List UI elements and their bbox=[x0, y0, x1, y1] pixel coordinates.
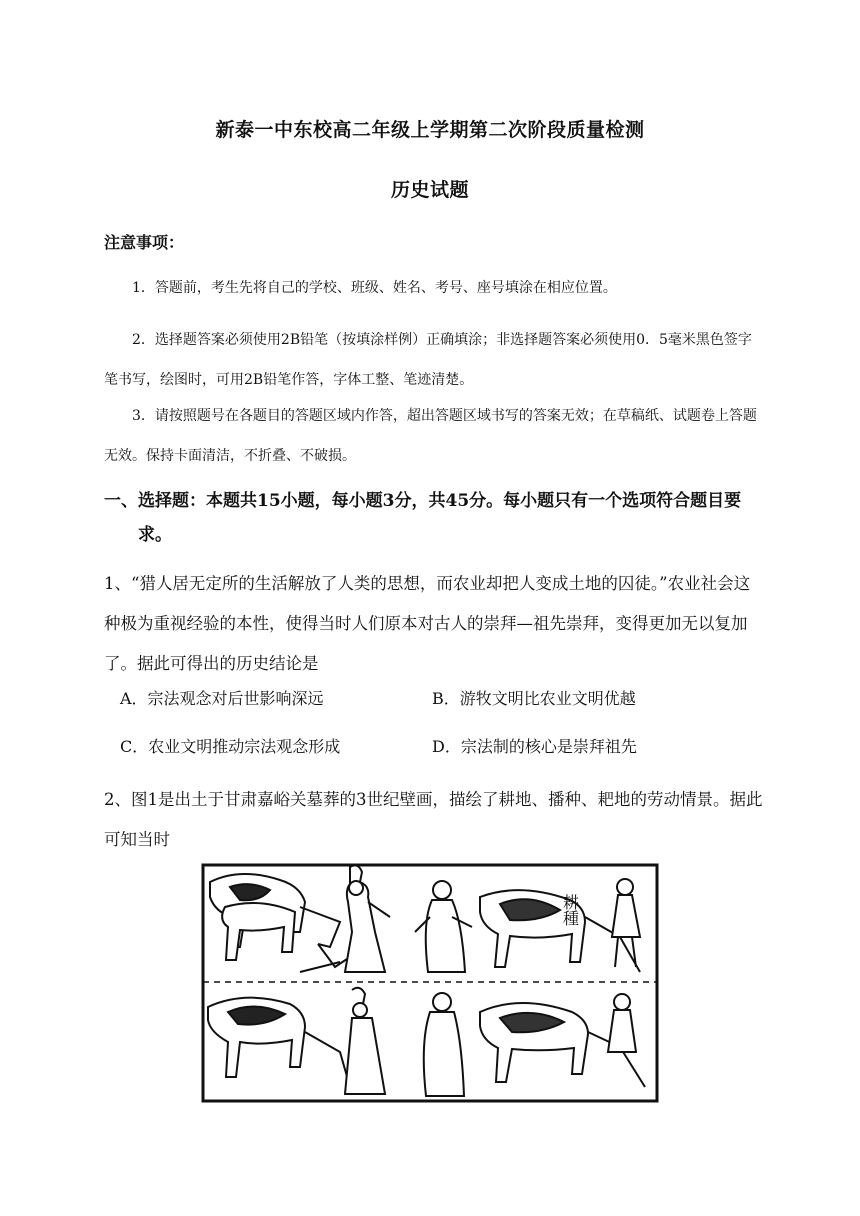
notice-item-1: 1．答题前，考生先将自己的学校、班级、姓名、考号、座号填涂在相应位置。 bbox=[132, 280, 617, 296]
mural-figure bbox=[200, 862, 660, 1104]
question-1-stem: 1、“猎人居无定所的生活解放了人类的思想，而农业却把人变成土地的囚徒。”农业社会这种极为重视经验的本性，使得当时人们原本对古人的崇拜—祖先崇拜，变得更加无以复加了。据此可得出的历史结论是 bbox=[104, 574, 751, 673]
notice-item-2: 2．选择题答案必须使用2B铅笔（按填涂样例）正确填涂；非选择题答案必须使用0．5毫米黑色签字笔书写，绘图时，可用2B铅笔作答，字体工整、笔迹清楚。 bbox=[104, 332, 752, 388]
section-heading: 一、选择题：本题共15小题，每小题3分，共45分。每小题只有一个选项符合题目要求。 bbox=[104, 491, 742, 545]
question-1-option-d[interactable]: D．宗法制的核心是崇拜祖先 bbox=[432, 737, 637, 756]
question-2-stem: 2、图1是出土于甘肃嘉峪关墓葬的3世纪壁画，描绘了耕地、播种、耙地的劳动情景。据此可知当时 bbox=[104, 790, 763, 849]
question-1-option-b[interactable]: B．游牧文明比农业文明优越 bbox=[432, 689, 636, 708]
exam-subtitle: 历史试题 bbox=[390, 179, 469, 201]
notice-heading: 注意事项： bbox=[104, 233, 185, 252]
notice-item-3: 3．请按照题号在各题目的答题区域内作答，超出答题区域书写的答案无效；在草稿纸、试题卷上答题无效。保持卡面清洁，不折叠、不破损。 bbox=[104, 408, 757, 464]
question-1-option-c[interactable]: C．农业文明推动宗法观念形成 bbox=[120, 737, 341, 756]
mural-inscription: 耕種 bbox=[560, 894, 580, 926]
exam-title: 新泰一中东校高二年级上学期第二次阶段质量检测 bbox=[215, 119, 645, 141]
question-1-option-a[interactable]: A．宗法观念对后世影响深远 bbox=[120, 689, 324, 708]
